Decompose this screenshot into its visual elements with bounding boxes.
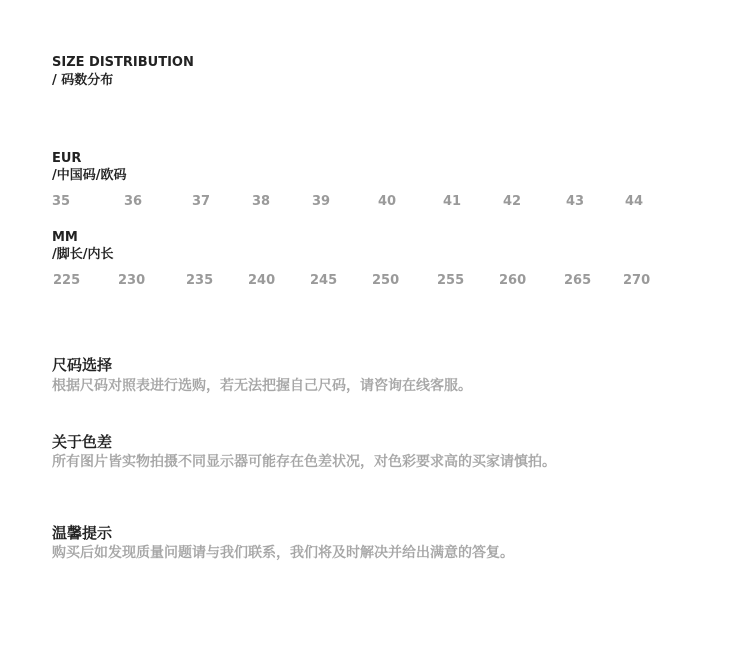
mm-value: 240 [248, 273, 276, 288]
eur-sublabel: /中国码/欧码 [52, 168, 127, 183]
eur-value: 41 [443, 194, 462, 209]
section-body: 所有图片皆实物拍摄不同显示器可能存在色差状况，对色彩要求高的买家请慎拍。 [52, 454, 556, 470]
eur-label: EUR [52, 151, 82, 166]
eur-value: 40 [378, 194, 397, 209]
mm-value: 250 [372, 273, 400, 288]
header-title-cn: / 码数分布 [52, 73, 114, 88]
eur-values-row [0, 194, 750, 212]
mm-value: 265 [564, 273, 592, 288]
section-body: 购买后如发现质量问题请与我们联系，我们将及时解决并给出满意的答复。 [52, 545, 514, 561]
eur-value: 43 [566, 194, 585, 209]
section-title: 关于色差 [52, 433, 113, 451]
mm-value: 235 [186, 273, 214, 288]
mm-value: 245 [310, 273, 338, 288]
eur-value: 39 [312, 194, 331, 209]
mm-value: 255 [437, 273, 465, 288]
section-title: 尺码选择 [52, 356, 113, 374]
mm-value: 230 [118, 273, 146, 288]
mm-sublabel: /脚长/内长 [52, 247, 114, 262]
header-title-en: SIZE DISTRIBUTION [52, 55, 194, 70]
eur-value: 44 [625, 194, 644, 209]
eur-value: 38 [252, 194, 271, 209]
mm-value: 225 [53, 273, 81, 288]
eur-value: 36 [124, 194, 143, 209]
eur-value: 37 [192, 194, 211, 209]
mm-label: MM [52, 230, 78, 245]
mm-value: 260 [499, 273, 527, 288]
mm-values-row [0, 273, 750, 291]
eur-value: 42 [503, 194, 522, 209]
section-body: 根据尺码对照表进行选购，若无法把握自己尺码，请咨询在线客服。 [52, 378, 472, 394]
mm-value: 270 [623, 273, 651, 288]
section-title: 温馨提示 [52, 524, 113, 542]
eur-value: 35 [52, 194, 71, 209]
